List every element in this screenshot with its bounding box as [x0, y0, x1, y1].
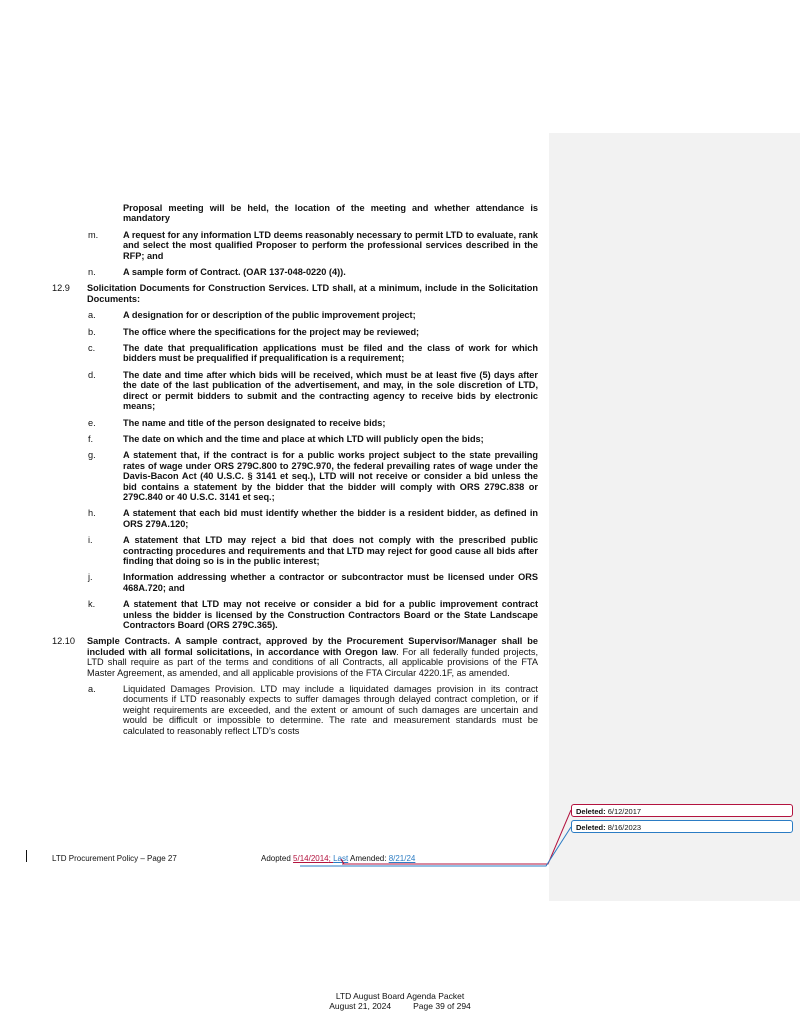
- section-12-9: [50, 283, 538, 304]
- section-text: Solicitation Documents for Construction Services. LTD shall, at a minimum, include in the Solicitation Documents:: [87, 283, 538, 304]
- item-label: a.: [88, 684, 96, 695]
- item-text: The date and time after which bids will be received, which must be at least five (5) days after the date of the last publication of the advertisement, and may, in the sole discretion of LTD, direct or permit bidders to submit and the contracting agency to receive bids by electronic means;: [123, 369, 538, 412]
- item-label: a.: [88, 310, 96, 321]
- comment-label: Deleted:: [576, 823, 606, 832]
- item-text: A designation for or description of the public improvement project;: [123, 310, 416, 321]
- item-text: The date on which and the time and place at which LTD will publicly open the bids;: [123, 433, 484, 444]
- section-bold-text: Sample Contracts. A sample contract, approved by the Procurement Supervisor/Manager shall be included with all formal solicitations, in accordance with Oregon law: [87, 636, 538, 657]
- item-text: The office where the specifications for the project may be reviewed;: [123, 326, 420, 337]
- list-item-h: [50, 508, 538, 529]
- packet-footer: [250, 991, 550, 1011]
- comment-label: Deleted:: [576, 807, 606, 816]
- document-body: [50, 203, 538, 742]
- comment-value: 8/16/2023: [607, 823, 642, 832]
- list-item-f: [50, 434, 538, 444]
- item-text: A statement that LTD may not receive or consider a bid for a public improvement contract unless the bidder is licensed by the Construction Contractors Board or the State Landscape Contractors Board (ORS 279C.365).: [123, 599, 538, 630]
- item-label: d.: [88, 369, 96, 380]
- item-label: i.: [88, 535, 93, 546]
- list-item-c: [50, 343, 538, 364]
- section-text: [87, 636, 538, 678]
- footer-revision-info: [261, 854, 415, 864]
- packet-title: LTD August Board Agenda Packet: [335, 991, 465, 1001]
- item-label: n.: [88, 267, 96, 278]
- item-label: b.: [88, 326, 96, 337]
- comment-value: 6/12/2017: [607, 807, 642, 816]
- adopted-date: 5/14/2014: [293, 854, 329, 863]
- item-label: m.: [88, 229, 99, 240]
- section-number: 12.9: [52, 283, 70, 294]
- list-item-m: [50, 230, 538, 261]
- item-text: A statement that each bid must identify whether the bidder is a resident bidder, as defined in ORS 279A.120;: [123, 508, 538, 529]
- list-item-n: [50, 267, 538, 277]
- item-text: A sample form of Contract. (OAR 137-048-0220 (4)).: [123, 267, 346, 278]
- last-inserted-word: Last: [333, 854, 349, 863]
- item-label: h.: [88, 508, 96, 519]
- item-text: A statement that LTD may reject a bid that does not comply with the prescribed public contracting procedures and requirements and that LTD may reject for good cause all bids after finding that doing so is in the public interest;: [123, 535, 538, 566]
- section-number: 12.10: [52, 636, 75, 647]
- item-label: e.: [88, 417, 96, 428]
- item-text: A request for any information LTD deems reasonably necessary to permit LTD to evaluate, rank and select the most qualified Proposer to perform the professional services described in the RFP; and: [123, 229, 538, 261]
- section-12-10: [50, 636, 538, 678]
- packet-page: Page 39 of 294: [413, 1001, 471, 1011]
- section-plain-text: . For all federally funded projects, LTD shall require as part of the terms and conditions of all Contracts, all applicable provisions of the FTA Master Agreement, as amended, and all applicable provisions of the FTA Circular 4220.1F, as amended.: [87, 646, 538, 678]
- list-item-b: [50, 327, 538, 337]
- item-label: k.: [88, 599, 96, 610]
- item-label: j.: [88, 572, 93, 583]
- item-text: Proposal meeting will be held, the location of the meeting and whether attendance is mandatory: [123, 203, 538, 224]
- amended-label: Amended:: [348, 854, 389, 863]
- item-label: g.: [88, 450, 96, 461]
- amended-date: 8/21/24: [388, 854, 416, 863]
- list-item-liquidated-damages: [50, 684, 538, 736]
- footer-page-label: LTD Procurement Policy – Page 27: [52, 854, 177, 863]
- footer-separator: ;: [328, 854, 334, 863]
- comment-balloon-deleted[interactable]: [571, 820, 793, 833]
- item-text: Information addressing whether a contractor or subcontractor must be licensed under ORS 468A.720; and: [123, 572, 538, 593]
- item-text: Liquidated Damages Provision. LTD may include a liquidated damages provision in its contract documents if LTD reasonably expects to suffer damages through delayed contract completion, or if weight requirements are exceeded, and the extent or amount of such damages are uncertain and would be difficult or impossible to determine. The rate and measurement standards must be calculated to reasonably reflect LTD’s costs: [123, 684, 538, 736]
- item-text: The date that prequalification applications must be filed and the class of work for which bidders must be prequalified if prequalification is a requirement;: [123, 343, 538, 364]
- comment-pane: [549, 133, 800, 901]
- list-item: [50, 203, 538, 224]
- item-text: The name and title of the person designated to receive bids;: [123, 417, 386, 428]
- packet-date-page: [250, 1001, 550, 1011]
- item-label: f.: [88, 433, 94, 444]
- list-item-k: [50, 599, 538, 630]
- list-item-i: [50, 535, 538, 566]
- list-item-e: [50, 418, 538, 428]
- page-footer: [0, 853, 560, 865]
- packet-date: August 21, 2024: [329, 1001, 392, 1011]
- list-item-g: [50, 450, 538, 502]
- comment-balloon-deleted[interactable]: [571, 804, 793, 817]
- item-text: A statement that, if the contract is for a public works project subject to the state prevailing rates of wage under ORS 279C.800 to 279C.970, the federal prevailing rates of wage under the Davis-Bacon Act (40 U.S.C. § 3141 et seq.), LTD will not receive or consider a bid unless the bid contains a statement by the bidder that the bidder will comply with ORS 279C.838 or 279C.840 or 40 U.S.C. 3141 et seq.;: [123, 450, 538, 502]
- list-item-a: [50, 310, 538, 320]
- adopted-label: Adopted: [261, 854, 294, 863]
- list-item-d: [50, 370, 538, 412]
- item-label: c.: [88, 343, 96, 354]
- list-item-j: [50, 572, 538, 593]
